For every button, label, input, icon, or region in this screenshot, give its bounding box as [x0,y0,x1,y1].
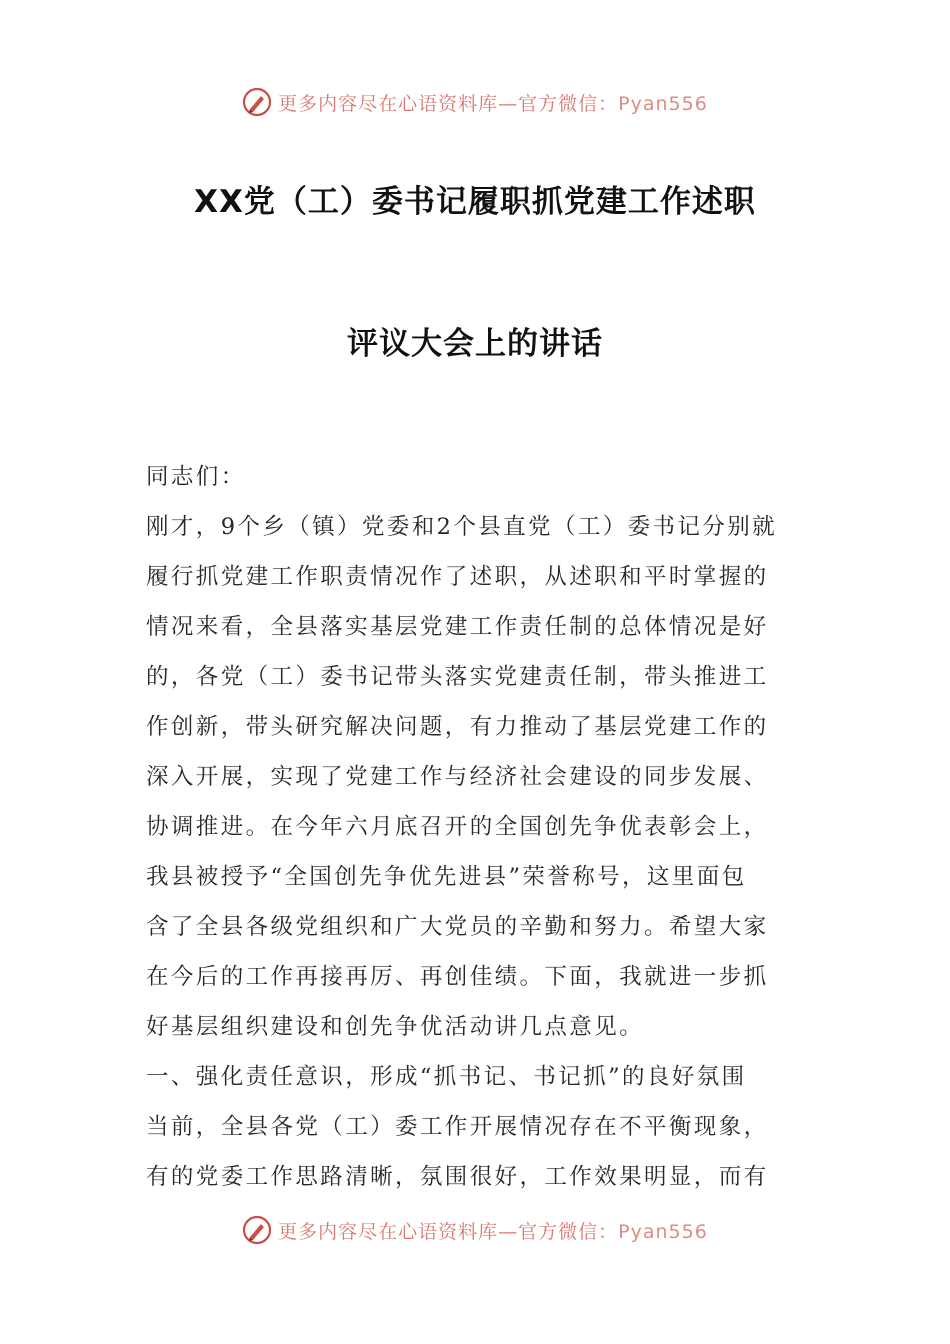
body-line: 当前，全县各党（工）委工作开展情况存在不平衡现象， [146,1114,769,1140]
document-body [146,452,810,1202]
body-line: 的，各党（工）委书记带头落实党建责任制，带头推进工 [146,664,769,690]
body-line: 深入开展，实现了党建工作与经济社会建设的同步发展、 [146,764,769,790]
document-title-line-1: XX党（工）委书记履职抓党建工作述职 [194,184,756,220]
body-line: 含了全县各级党组织和广大党员的辛勤和努力。希望大家 [146,914,769,940]
body-line: 履行抓党建工作职责情况作了述职，从述职和平时掌握的 [146,564,769,590]
body-line: 在今后的工作再接再厉、再创佳绩。下面，我就进一步抓 [146,964,769,990]
watermark-text: 更多内容尽在心语资料库—官方微信：Pyan556 [278,92,708,115]
watermark-text: 更多内容尽在心语资料库—官方微信：Pyan556 [278,1220,708,1243]
body-line: 刚才，9个乡（镇）党委和2个县直党（工）委书记分别就 [146,514,778,540]
pen-logo-icon [242,1215,272,1245]
wechat-id: Pyan556 [618,92,708,115]
pen-logo-icon [242,87,272,117]
body-line: 协调推进。在今年六月底召开的全国创先争优表彰会上， [146,814,769,840]
section-heading-1: 一、强化责任意识，形成“抓书记、书记抓”的良好氛围 [146,1064,747,1090]
body-line: 情况来看，全县落实基层党建工作责任制的总体情况是好 [146,614,769,640]
document-title-line-2: 评议大会上的讲话 [347,326,603,362]
wechat-id: Pyan556 [618,1220,708,1243]
body-line: 作创新，带头研究解决问题，有力推动了基层党建工作的 [146,714,769,740]
watermark-footer [0,1210,950,1250]
body-line-salutation: 同志们： [146,464,246,490]
body-line: 好基层组织建设和创先争优活动讲几点意见。 [146,1014,645,1040]
watermark-header [0,82,950,122]
body-line: 有的党委工作思路清晰，氛围很好，工作效果明显，而有 [146,1164,769,1190]
body-line: 我县被授予“全国创先争优先进县”荣誉称号，这里面包 [146,864,747,890]
